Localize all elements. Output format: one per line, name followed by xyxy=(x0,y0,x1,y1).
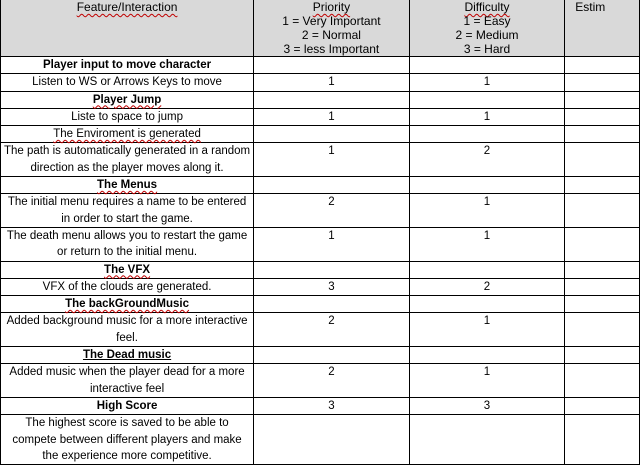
estimate-cell xyxy=(565,278,640,295)
table-row xyxy=(1,126,640,143)
feature-description: The Enviroment is generated xyxy=(1,126,254,143)
priority-cell: 1 xyxy=(254,74,410,91)
table-row xyxy=(1,57,640,74)
feature-description: VFX of the clouds are generated. xyxy=(1,278,254,295)
estimate-cell xyxy=(565,364,640,398)
priority-cell: 2 xyxy=(254,194,410,228)
difficulty-cell: 1 xyxy=(409,364,565,398)
table-row xyxy=(1,74,640,91)
table-row xyxy=(1,143,640,177)
feature-description: The highest score is saved to be able to compete between different players and make the experience more competitive. xyxy=(1,415,254,465)
table-header-row xyxy=(1,0,640,57)
table-row xyxy=(1,278,640,295)
difficulty-cell: 2 xyxy=(409,278,565,295)
priority-cell xyxy=(254,415,410,465)
table-row xyxy=(1,227,640,261)
section-title: The Menus xyxy=(1,177,254,194)
feature-description: The death menu allows you to restart the game or return to the initial menu. xyxy=(1,227,254,261)
header-difficulty: Difficulty 1 = Easy 2 = Medium 3 = Hard xyxy=(409,0,565,57)
estimate-cell xyxy=(565,397,640,414)
feature-description: The initial menu requires a name to be entered in order to start the game. xyxy=(1,194,254,228)
section-title: Player Jump xyxy=(1,91,254,108)
difficulty-cell: 1 xyxy=(409,194,565,228)
estimate-cell xyxy=(565,415,640,465)
estimate-cell xyxy=(565,108,640,125)
difficulty-cell xyxy=(409,347,565,364)
estimate-cell xyxy=(565,126,640,143)
table-row xyxy=(1,194,640,228)
priority-cell: 1 xyxy=(254,227,410,261)
feature-description: Liste to space to jump xyxy=(1,108,254,125)
estimate-cell xyxy=(565,177,640,194)
difficulty-cell xyxy=(409,57,565,74)
difficulty-cell xyxy=(409,296,565,313)
table-row xyxy=(1,296,640,313)
priority-cell: 1 xyxy=(254,108,410,125)
priority-cell xyxy=(254,57,410,74)
header-feature: Feature/Interaction xyxy=(1,0,254,57)
priority-cell: 3 xyxy=(254,397,410,414)
difficulty-cell xyxy=(409,177,565,194)
feature-description: Listen to WS or Arrows Keys to move xyxy=(1,74,254,91)
priority-cell: 3 xyxy=(254,278,410,295)
priority-cell: 2 xyxy=(254,313,410,347)
priority-cell xyxy=(254,296,410,313)
estimate-cell xyxy=(565,296,640,313)
priority-cell xyxy=(254,177,410,194)
table-row xyxy=(1,91,640,108)
estimate-cell xyxy=(565,74,640,91)
feature-description: Added background music for a more interactive feel. xyxy=(1,313,254,347)
difficulty-cell: 1 xyxy=(409,74,565,91)
priority-cell xyxy=(254,261,410,278)
estimate-cell xyxy=(565,143,640,177)
table-row xyxy=(1,313,640,347)
table-row xyxy=(1,364,640,398)
difficulty-cell: 1 xyxy=(409,313,565,347)
table-row xyxy=(1,415,640,465)
header-estimate: Estim xyxy=(565,0,640,57)
estimate-cell xyxy=(565,194,640,228)
estimate-cell xyxy=(565,227,640,261)
section-title: The VFX xyxy=(1,261,254,278)
difficulty-cell xyxy=(409,261,565,278)
section-title: The Dead music xyxy=(1,347,254,364)
priority-cell xyxy=(254,126,410,143)
priority-cell xyxy=(254,91,410,108)
section-title: The backGroundMusic xyxy=(1,296,254,313)
feature-description: The path is automatically generated in a random direction as the player moves along it. xyxy=(1,143,254,177)
difficulty-cell: 1 xyxy=(409,227,565,261)
estimate-cell xyxy=(565,347,640,364)
difficulty-cell: 1 xyxy=(409,108,565,125)
header-priority: Priority 1 = Very Important 2 = Normal 3 = less Important xyxy=(254,0,410,57)
table-row xyxy=(1,177,640,194)
feature-description: Added music when the player dead for a more interactive feel xyxy=(1,364,254,398)
estimate-cell xyxy=(565,91,640,108)
section-title: High Score xyxy=(1,397,254,414)
difficulty-cell: 2 xyxy=(409,143,565,177)
priority-cell: 1 xyxy=(254,143,410,177)
priority-cell: 2 xyxy=(254,364,410,398)
section-title: Player input to move character xyxy=(1,57,254,74)
difficulty-cell xyxy=(409,126,565,143)
table-row xyxy=(1,108,640,125)
difficulty-cell xyxy=(409,415,565,465)
table-row xyxy=(1,397,640,414)
estimate-cell xyxy=(565,313,640,347)
table-row xyxy=(1,261,640,278)
estimate-cell xyxy=(565,261,640,278)
difficulty-cell: 3 xyxy=(409,397,565,414)
difficulty-cell xyxy=(409,91,565,108)
estimate-cell xyxy=(565,57,640,74)
table-row xyxy=(1,347,640,364)
priority-cell xyxy=(254,347,410,364)
